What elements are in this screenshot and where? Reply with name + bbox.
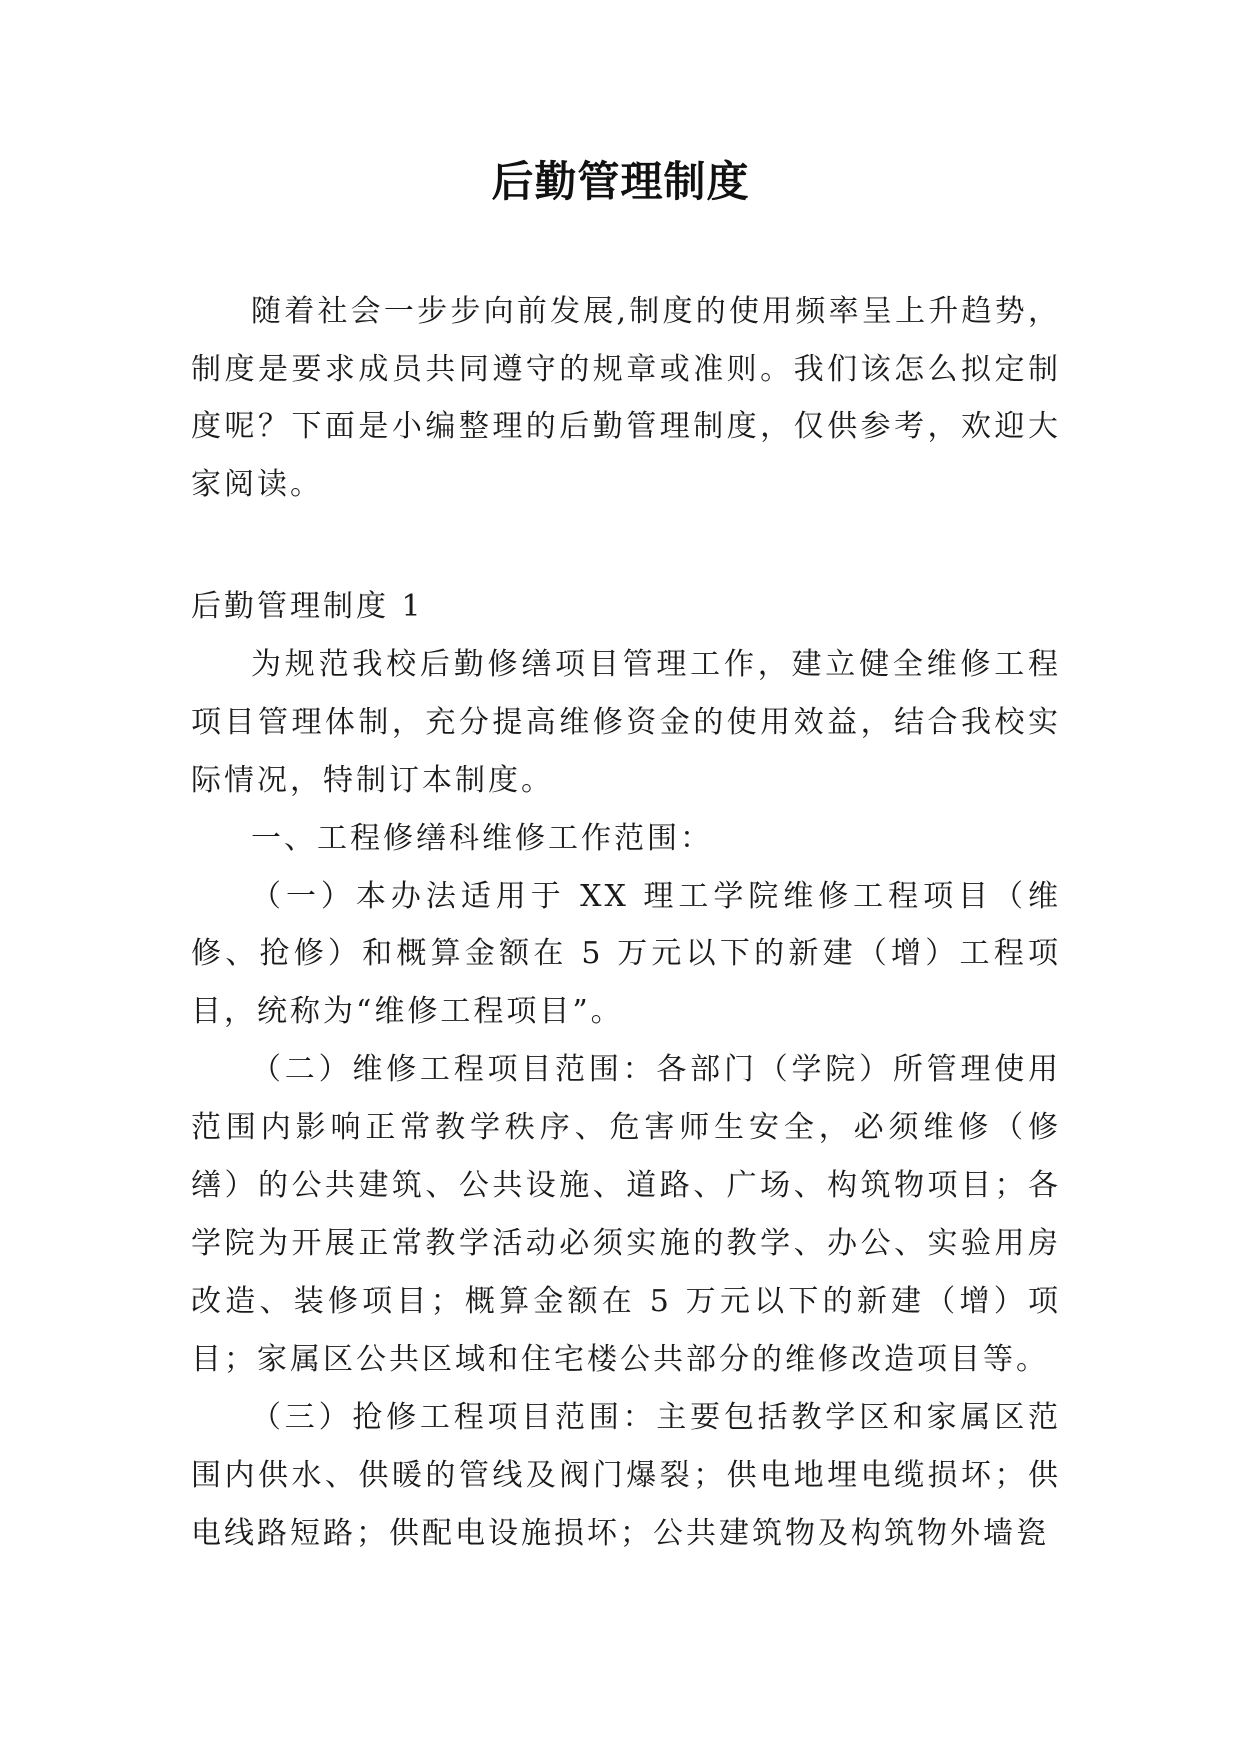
body-paragraph-4: （二）维修工程项目范围：各部门（学院）所管理使用范围内影响正常教学秩序、危害师生安全，必须维修（修缮）的公共建筑、公共设施、道路、广场、构筑物项目；各学院为开展正常教学活动必须实施的教学、办公、实验用房改造、装修项目；概算金额在 5 万元以下的新建（增）项目；家属区公共区域和住宅楼公共部分的维修改造项目等。 [191,1052,1061,1377]
body-paragraph-3: （一）本办法适用于 XX 理工学院维修工程项目（维修、抢修）和概算金额在 5 万元以下的新建（增）工程项目，统称为“维修工程项目”。 [191,878,1061,1030]
body-paragraph-1: 为规范我校后勤修缮项目管理工作，建立健全维修工程项目管理体制，充分提高维修资金的使用效益，结合我校实际情况，特制订本制度。 [191,646,1061,798]
section-heading: 后勤管理制度 1 [191,589,424,624]
intro-block [191,283,1061,513]
document-title: 后勤管理制度 [491,157,750,206]
body-paragraph-5: （三）抢修工程项目范围：主要包括教学区和家属区范围内供水、供暖的管线及阀门爆裂；供电地埋电缆损坏；供电线路短路；供配电设施损坏；公共建筑物及构筑物外墙瓷 [191,1399,1061,1551]
body-paragraph-2: 一、工程修缮科维修工作范围： [251,820,713,856]
intro-paragraph: 随着社会一步步向前发展,制度的使用频率呈上升趋势，制度是要求成员共同遵守的规章或准则。我们该怎么拟定制度呢？下面是小编整理的后勤管理制度，仅供参考，欢迎大家阅读。 [191,294,1061,502]
section-block [191,578,1061,1562]
